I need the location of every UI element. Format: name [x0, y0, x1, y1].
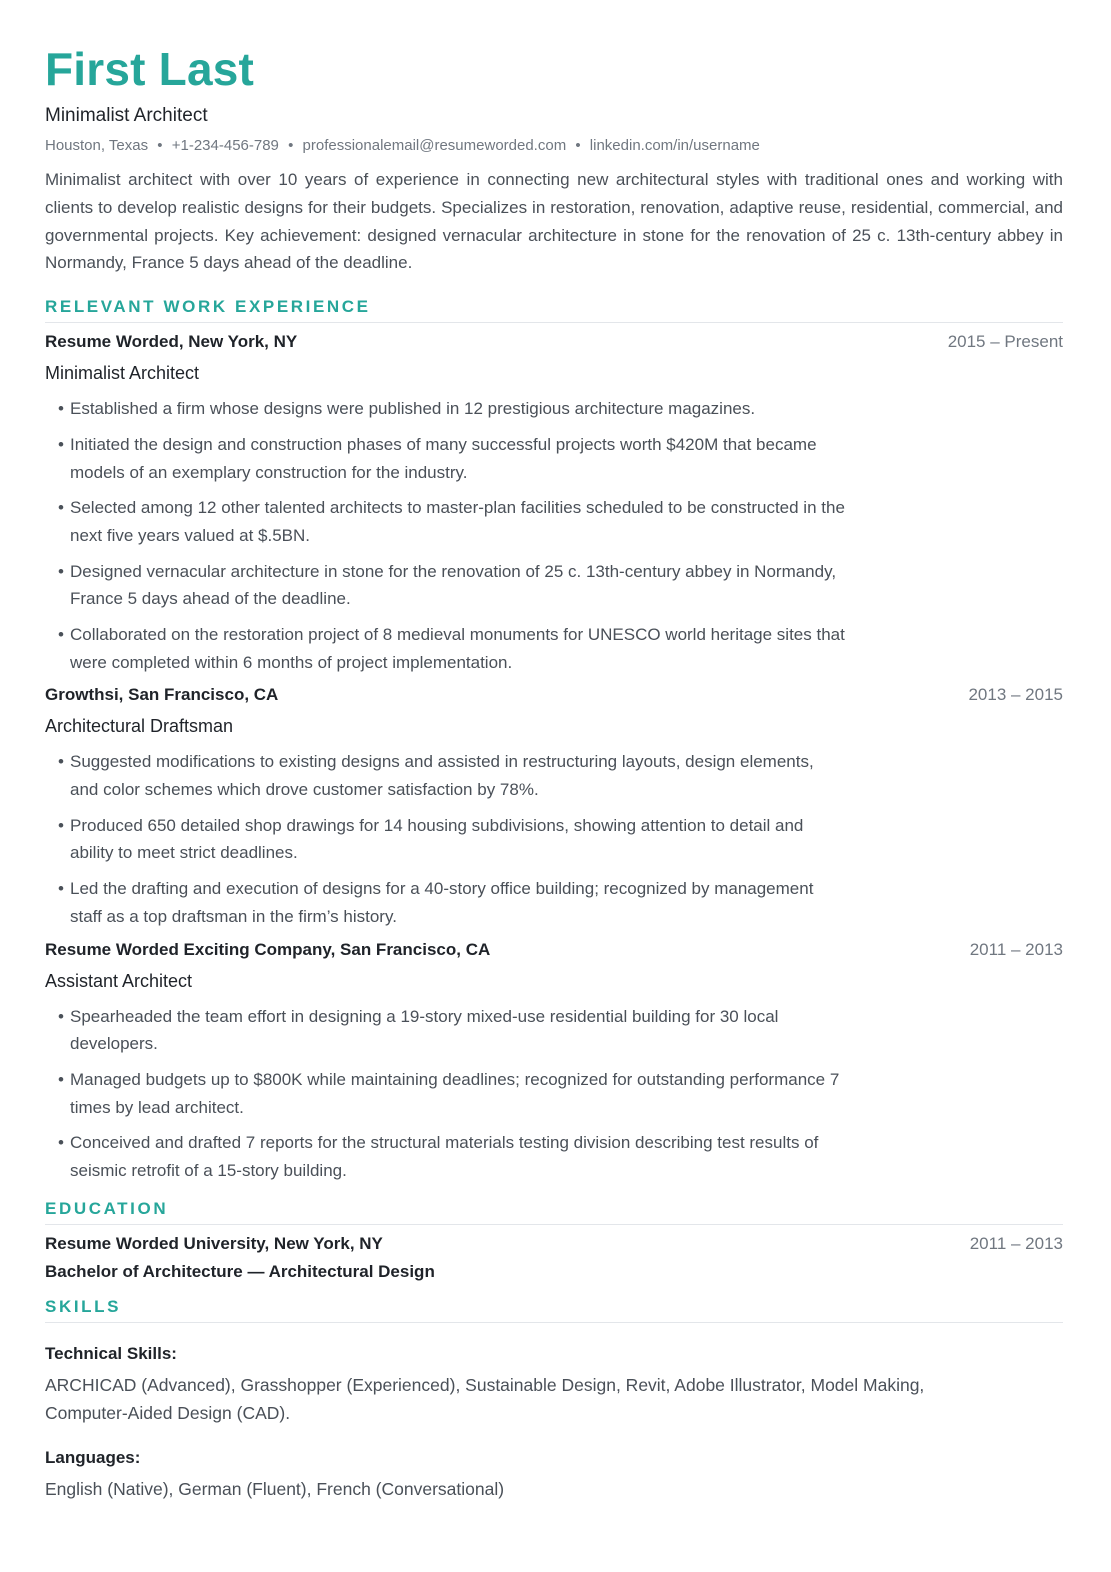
job-bullet: • Conceived and drafted 7 reports for the structural materials testing division describing test results of seismic retrofit of a 15-story building. — [45, 1129, 845, 1184]
contact-line — [45, 136, 1063, 156]
job-dates: 2013 – 2015 — [968, 685, 1063, 705]
job-company: Resume Worded Exciting Company, San Francisco, CA — [45, 939, 491, 959]
job-company: Growthsi, San Francisco, CA — [45, 685, 279, 705]
job-bullet: • Managed budgets up to $800K while maintaining deadlines; recognized for outstanding performance 7 times by lead architect. — [45, 1066, 845, 1121]
job-title: Minimalist Architect — [45, 363, 200, 384]
resume-page — [45, 42, 1063, 1503]
education-degree: Bachelor of Architecture — Architectural Design — [45, 1261, 435, 1281]
job-header — [45, 939, 1063, 961]
summary-paragraph: Minimalist architect with over 10 years of experience in connecting new architectural styles with traditional ones and working with clients to develop realistic designs for their budgets. Specializes in restoration, renovation, adaptive reuse, residential, commercial, and governmental projects. Key achievement: designed vernacular architecture in stone for the renovation of 25 c. 13th-century abbey in Normandy, France 5 days ahead of the deadline. — [45, 170, 1063, 273]
languages-list: English (Native), German (Fluent), French (Conversational) — [45, 1478, 505, 1499]
technical-skills-label: Technical Skills: — [45, 1343, 177, 1363]
job-bullet: • Designed vernacular architecture in stone for the renovation of 25 c. 13th-century abbey in Normandy, France 5 days ahead of the deadline. — [45, 558, 845, 613]
languages-label: Languages: — [45, 1447, 141, 1467]
contact-location: Houston, Texas — [45, 137, 149, 154]
job-bullets — [45, 748, 845, 930]
education-entry — [45, 1233, 1063, 1283]
contact-linkedin[interactable]: linkedin.com/in/username — [589, 137, 760, 154]
education-school: Resume Worded University, New York, NY — [45, 1233, 383, 1253]
job-header — [45, 331, 1063, 353]
contact-separator: • — [575, 137, 581, 154]
education-dates: 2011 – 2013 — [969, 1233, 1063, 1253]
languages — [45, 1447, 1063, 1503]
job-header — [45, 684, 1063, 706]
job-bullets — [45, 395, 845, 676]
job-bullet: • Led the drafting and execution of designs for a 40-story office building; recognized by management staff as a top draftsman in the firm’s history. — [45, 875, 845, 930]
technical-skills-list: ARCHICAD (Advanced), Grasshopper (Experienced), Sustainable Design, Revit, Adobe Illustrator, Model Making, Computer-Aided Design (CAD). — [45, 1374, 925, 1423]
contact-email[interactable]: professionalemail@resumeworded.com — [302, 137, 567, 154]
job-bullet: • Spearheaded the team effort in designing a 19-story mixed-use residential building for 30 local developers. — [45, 1003, 845, 1058]
candidate-name: First Last — [45, 43, 255, 95]
job-bullet: • Collaborated on the restoration project of 8 medieval monuments for UNESCO world heritage sites that were completed within 6 months of project implementation. — [45, 621, 845, 676]
job-entry — [45, 684, 1063, 930]
job-entry — [45, 939, 1063, 1185]
job-dates: 2015 – Present — [947, 332, 1063, 352]
job-bullet: • Selected among 12 other talented architects to master-plan facilities scheduled to be constructed in the next five years valued at $.5BN. — [45, 494, 845, 549]
job-bullet: • Produced 650 detailed shop drawings for 14 housing subdivisions, showing attention to detail and ability to meet strict deadlines. — [45, 812, 845, 867]
contact-phone: +1-234-456-789 — [171, 137, 279, 154]
job-dates: 2011 – 2013 — [969, 939, 1063, 959]
contact-separator: • — [157, 137, 163, 154]
job-title: Architectural Draftsman — [45, 716, 234, 737]
technical-skills — [45, 1343, 1063, 1427]
job-bullets — [45, 1003, 845, 1185]
job-entry — [45, 331, 1063, 676]
section-heading-skills: SKILLS — [45, 1297, 1063, 1323]
education-header — [45, 1233, 1063, 1255]
contact-separator: • — [288, 137, 294, 154]
candidate-role: Minimalist Architect — [45, 105, 208, 126]
job-bullet: • Established a firm whose designs were published in 12 prestigious architecture magazines. — [45, 395, 845, 423]
job-company: Resume Worded, New York, NY — [45, 332, 298, 352]
job-bullet: • Initiated the design and construction phases of many successful projects worth $420M that became models of an exemplary construction for the industry. — [45, 431, 845, 486]
job-bullet: • Suggested modifications to existing designs and assisted in restructuring layouts, design elements, and color schemes which drove customer satisfaction by 78%. — [45, 748, 845, 803]
section-heading-education: EDUCATION — [45, 1199, 1063, 1225]
section-heading-work: RELEVANT WORK EXPERIENCE — [45, 297, 1063, 323]
job-title: Assistant Architect — [45, 970, 193, 991]
